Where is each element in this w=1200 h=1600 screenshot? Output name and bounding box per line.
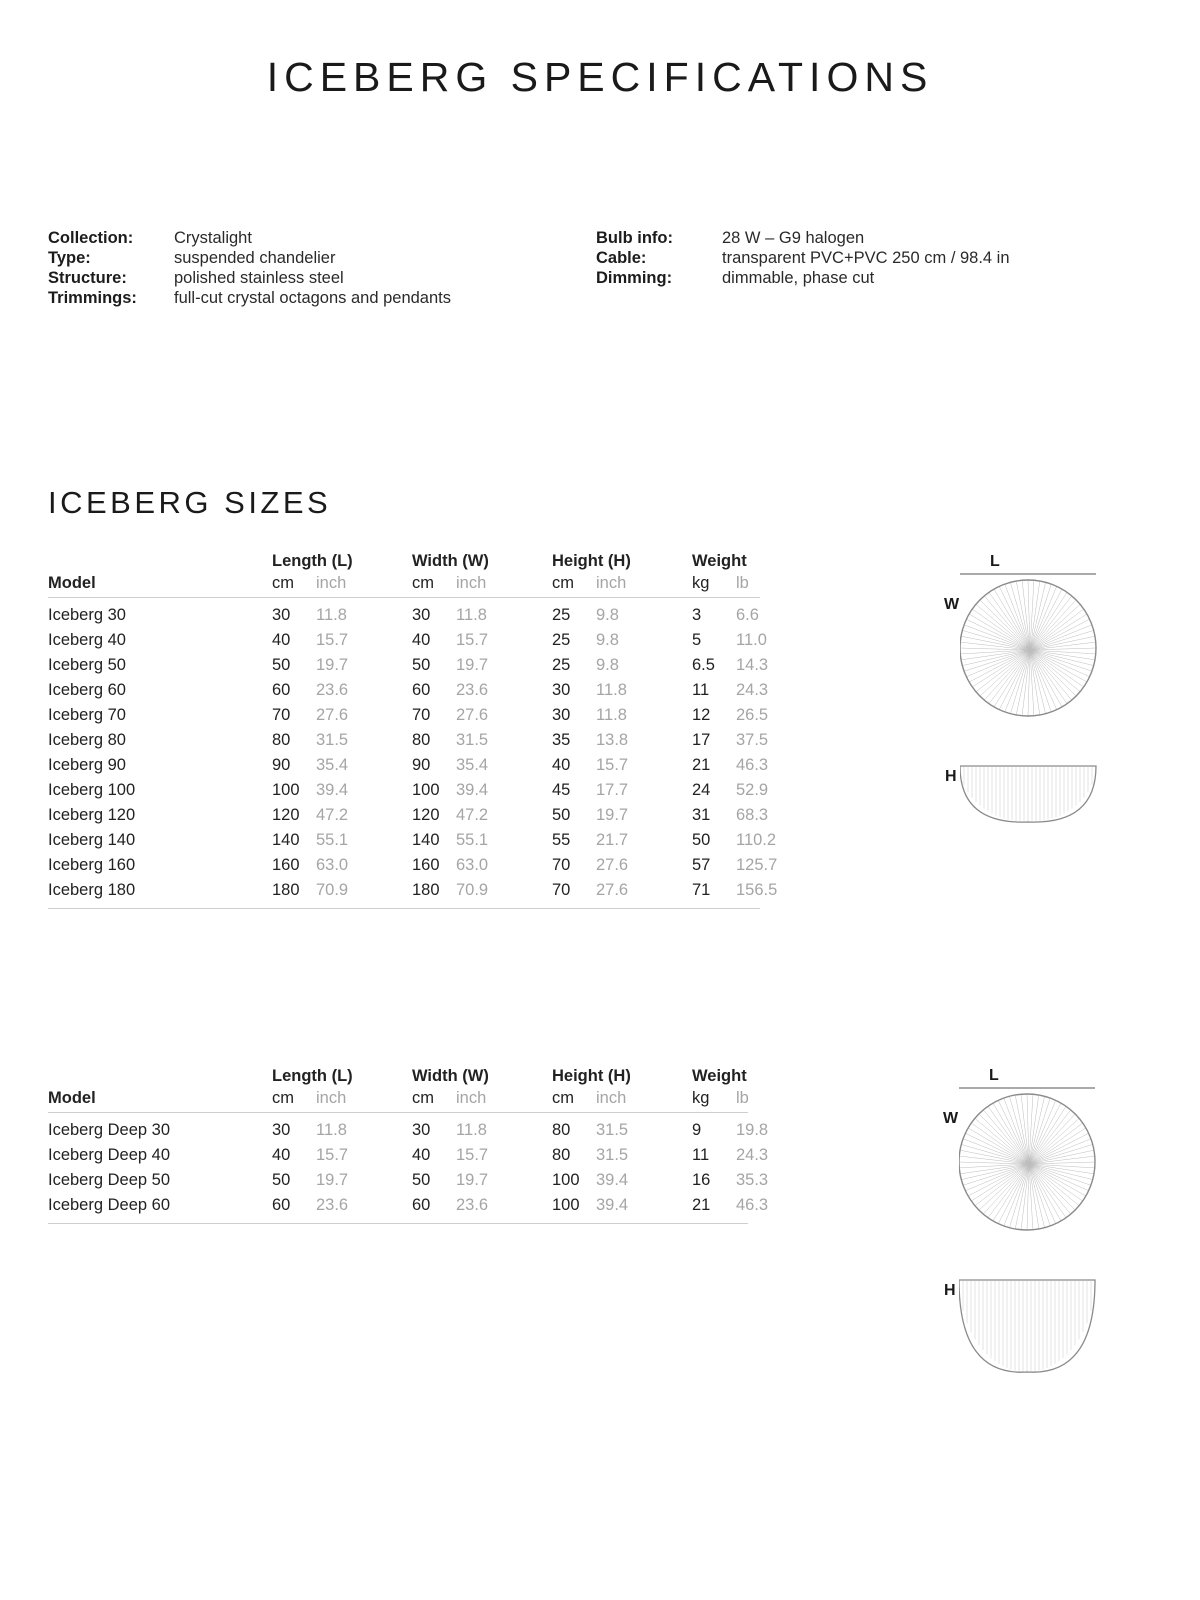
length-column-header: Length (L) xyxy=(272,1067,353,1085)
model-name-cell: Iceberg 140 xyxy=(48,831,136,849)
table-body xyxy=(48,598,778,909)
width-inch-cell: 23.6 xyxy=(456,681,489,699)
model-name-cell: Iceberg 50 xyxy=(48,656,126,674)
deep-side-view-drawing xyxy=(959,1278,1139,1386)
weight-column-header: Weight xyxy=(692,1067,747,1085)
width-cm-cell: 140 xyxy=(412,831,440,849)
table-row xyxy=(48,877,778,902)
weight-kg-cell: 31 xyxy=(692,806,711,824)
model-name-cell: Iceberg 100 xyxy=(48,781,136,799)
width-inch-cell: 63.0 xyxy=(456,856,489,874)
width-inch-cell: 39.4 xyxy=(456,781,489,799)
length-cm-cell: 60 xyxy=(272,681,291,699)
width-column-header: Width (W) xyxy=(412,552,489,570)
length-cm-cell: 40 xyxy=(272,631,291,649)
spec-label: Bulb info: xyxy=(596,229,673,247)
model-name-cell: Iceberg Deep 60 xyxy=(48,1196,171,1214)
length-inch-cell: 23.6 xyxy=(316,681,349,699)
spec-value: suspended chandelier xyxy=(174,249,336,267)
spec-value: transparent PVC+PVC 250 cm / 98.4 in xyxy=(722,249,1010,267)
width-cm-cell: 50 xyxy=(412,656,431,674)
table-row xyxy=(48,727,769,752)
diagram-width-label: W xyxy=(944,596,960,613)
table-row xyxy=(48,777,769,802)
weight-kg-cell: 6.5 xyxy=(692,656,715,674)
weight-lb-cell: 35.3 xyxy=(736,1171,769,1189)
width-inch-cell: 27.6 xyxy=(456,706,489,724)
weight-kg-cell: 57 xyxy=(692,856,711,874)
spec-value: 28 W – G9 halogen xyxy=(722,229,865,247)
height-cm-cell: 45 xyxy=(552,781,571,799)
height-unit-secondary: inch xyxy=(596,574,627,592)
length-inch-cell: 39.4 xyxy=(316,781,349,799)
height-inch-cell: 9.8 xyxy=(596,631,619,649)
width-cm-cell: 30 xyxy=(412,606,431,624)
spec-label: Cable: xyxy=(596,249,647,267)
weight-unit-primary: kg xyxy=(692,1089,710,1107)
weight-kg-cell: 12 xyxy=(692,706,711,724)
spec-label: Collection: xyxy=(48,229,134,247)
height-inch-cell: 21.7 xyxy=(596,831,629,849)
width-cm-cell: 100 xyxy=(412,781,440,799)
height-cm-cell: 30 xyxy=(552,706,571,724)
weight-kg-cell: 9 xyxy=(692,1121,702,1139)
height-inch-cell: 13.8 xyxy=(596,731,629,749)
height-inch-cell: 11.8 xyxy=(596,706,627,724)
width-inch-cell: 31.5 xyxy=(456,731,489,749)
width-cm-cell: 120 xyxy=(412,806,440,824)
height-inch-cell: 31.5 xyxy=(596,1121,629,1139)
height-inch-cell: 11.8 xyxy=(596,681,627,699)
width-inch-cell: 55.1 xyxy=(456,831,489,849)
width-cm-cell: 60 xyxy=(412,1196,431,1214)
width-cm-cell: 40 xyxy=(412,1146,431,1164)
weight-kg-cell: 21 xyxy=(692,756,711,774)
length-inch-cell: 15.7 xyxy=(316,631,349,649)
width-inch-cell: 11.8 xyxy=(456,1121,487,1139)
weight-lb-cell: 46.3 xyxy=(736,1196,769,1214)
height-inch-cell: 27.6 xyxy=(596,856,629,874)
length-inch-cell: 11.8 xyxy=(316,606,347,624)
height-cm-cell: 100 xyxy=(552,1196,580,1214)
weight-lb-cell: 14.3 xyxy=(736,656,769,674)
deep-diagram-width-label: W xyxy=(943,1110,959,1127)
table-row xyxy=(48,702,769,727)
weight-lb-cell: 46.3 xyxy=(736,756,769,774)
length-cm-cell: 50 xyxy=(272,1171,291,1189)
height-inch-cell: 27.6 xyxy=(596,881,629,899)
height-inch-cell: 19.7 xyxy=(596,806,629,824)
width-cm-cell: 70 xyxy=(412,706,431,724)
model-name-cell: Iceberg 80 xyxy=(48,731,126,749)
length-unit-primary: cm xyxy=(272,1089,294,1107)
height-cm-cell: 70 xyxy=(552,881,571,899)
weight-lb-cell: 156.5 xyxy=(736,881,778,899)
height-inch-cell: 15.7 xyxy=(596,756,629,774)
height-cm-cell: 25 xyxy=(552,631,571,649)
weight-kg-cell: 5 xyxy=(692,631,702,649)
table-header xyxy=(48,552,760,598)
weight-column-header: Weight xyxy=(692,552,747,570)
height-unit-secondary: inch xyxy=(596,1089,627,1107)
table-header xyxy=(48,1067,748,1113)
standard-top-view-drawing xyxy=(960,572,1140,732)
model-name-cell: Iceberg 180 xyxy=(48,881,136,899)
spec-value: dimmable, phase cut xyxy=(722,269,875,287)
spec-row xyxy=(596,228,1010,248)
model-name-cell: Iceberg Deep 50 xyxy=(48,1171,171,1189)
height-inch-cell: 39.4 xyxy=(596,1171,629,1189)
weight-kg-cell: 50 xyxy=(692,831,711,849)
spec-row xyxy=(596,248,1010,268)
length-cm-cell: 50 xyxy=(272,656,291,674)
width-cm-cell: 80 xyxy=(412,731,431,749)
height-unit-primary: cm xyxy=(552,574,574,592)
table-row xyxy=(48,602,760,627)
weight-lb-cell: 19.8 xyxy=(736,1121,769,1139)
length-inch-cell: 23.6 xyxy=(316,1196,349,1214)
height-inch-cell: 31.5 xyxy=(596,1146,629,1164)
spec-list-right xyxy=(596,228,1010,288)
weight-kg-cell: 11 xyxy=(692,681,710,699)
table-row xyxy=(48,652,769,677)
table-row xyxy=(48,852,778,877)
width-unit-secondary: inch xyxy=(456,1089,487,1107)
diagram-height-label: H xyxy=(945,768,957,785)
width-inch-cell: 15.7 xyxy=(456,631,489,649)
length-inch-cell: 35.4 xyxy=(316,756,349,774)
length-inch-cell: 55.1 xyxy=(316,831,349,849)
table-row xyxy=(48,1117,769,1142)
weight-kg-cell: 17 xyxy=(692,731,711,749)
diagram-length-label: L xyxy=(990,553,1000,570)
weight-lb-cell: 110.2 xyxy=(736,831,777,849)
spec-row xyxy=(596,268,1010,288)
weight-kg-cell: 3 xyxy=(692,606,702,624)
weight-kg-cell: 71 xyxy=(692,881,711,899)
sizes-table-deep xyxy=(48,1067,769,1224)
spec-value: polished stainless steel xyxy=(174,269,344,287)
table-row xyxy=(48,677,769,702)
weight-unit-secondary: lb xyxy=(736,574,749,592)
length-unit-primary: cm xyxy=(272,574,294,592)
length-inch-cell: 27.6 xyxy=(316,706,349,724)
weight-kg-cell: 16 xyxy=(692,1171,711,1189)
spec-row xyxy=(48,288,451,308)
width-cm-cell: 160 xyxy=(412,856,440,874)
width-unit-primary: cm xyxy=(412,574,434,592)
model-name-cell: Iceberg 70 xyxy=(48,706,126,724)
length-inch-cell: 19.7 xyxy=(316,656,349,674)
length-cm-cell: 40 xyxy=(272,1146,291,1164)
length-cm-cell: 70 xyxy=(272,706,291,724)
weight-lb-cell: 37.5 xyxy=(736,731,769,749)
length-inch-cell: 31.5 xyxy=(316,731,349,749)
length-cm-cell: 140 xyxy=(272,831,300,849)
height-cm-cell: 55 xyxy=(552,831,571,849)
length-cm-cell: 100 xyxy=(272,781,300,799)
weight-lb-cell: 52.9 xyxy=(736,781,769,799)
spec-label: Trimmings: xyxy=(48,289,137,307)
length-unit-secondary: inch xyxy=(316,1089,347,1107)
height-cm-cell: 80 xyxy=(552,1146,571,1164)
table-row xyxy=(48,752,769,777)
spec-row xyxy=(48,268,451,288)
weight-kg-cell: 24 xyxy=(692,781,711,799)
model-column-header: Model xyxy=(48,574,96,592)
model-column-header: Model xyxy=(48,1089,96,1107)
height-cm-cell: 25 xyxy=(552,656,571,674)
table-row xyxy=(48,802,769,827)
width-inch-cell: 15.7 xyxy=(456,1146,489,1164)
width-inch-cell: 23.6 xyxy=(456,1196,489,1214)
width-inch-cell: 19.7 xyxy=(456,1171,489,1189)
page-title: ICEBERG SPECIFICATIONS xyxy=(266,54,934,100)
width-inch-cell: 47.2 xyxy=(456,806,489,824)
weight-lb-cell: 125.7 xyxy=(736,856,778,874)
height-inch-cell: 39.4 xyxy=(596,1196,629,1214)
height-cm-cell: 25 xyxy=(552,606,571,624)
width-cm-cell: 60 xyxy=(412,681,431,699)
model-name-cell: Iceberg Deep 40 xyxy=(48,1146,171,1164)
height-unit-primary: cm xyxy=(552,1089,574,1107)
standard-side-view-drawing xyxy=(960,764,1140,834)
length-inch-cell: 70.9 xyxy=(316,881,349,899)
table-row xyxy=(48,627,767,652)
weight-lb-cell: 6.6 xyxy=(736,606,759,624)
length-column-header: Length (L) xyxy=(272,552,353,570)
deep-diagram-height-label: H xyxy=(944,1282,956,1299)
length-cm-cell: 30 xyxy=(272,606,291,624)
model-name-cell: Iceberg 160 xyxy=(48,856,136,874)
height-column-header: Height (H) xyxy=(552,1067,631,1085)
height-cm-cell: 40 xyxy=(552,756,571,774)
length-inch-cell: 47.2 xyxy=(316,806,349,824)
height-cm-cell: 30 xyxy=(552,681,571,699)
spec-label: Dimming: xyxy=(596,269,673,287)
width-cm-cell: 180 xyxy=(412,881,440,899)
length-cm-cell: 60 xyxy=(272,1196,291,1214)
model-name-cell: Iceberg Deep 30 xyxy=(48,1121,171,1139)
table-body xyxy=(48,1113,769,1224)
height-inch-cell: 17.7 xyxy=(596,781,629,799)
table-row xyxy=(48,827,777,852)
spec-value: Crystalight xyxy=(174,229,252,247)
spec-list-left xyxy=(48,228,451,308)
sizes-table-standard xyxy=(48,552,778,909)
deep-diagram-length-label: L xyxy=(989,1067,999,1084)
model-name-cell: Iceberg 60 xyxy=(48,681,126,699)
height-cm-cell: 35 xyxy=(552,731,571,749)
spec-row xyxy=(48,228,451,248)
weight-lb-cell: 24.3 xyxy=(736,681,769,699)
width-inch-cell: 70.9 xyxy=(456,881,489,899)
table-row xyxy=(48,1167,769,1192)
width-column-header: Width (W) xyxy=(412,1067,489,1085)
spec-value: full-cut crystal octagons and pendants xyxy=(174,289,451,307)
weight-lb-cell: 68.3 xyxy=(736,806,769,824)
width-cm-cell: 90 xyxy=(412,756,431,774)
height-cm-cell: 70 xyxy=(552,856,571,874)
length-cm-cell: 160 xyxy=(272,856,300,874)
height-inch-cell: 9.8 xyxy=(596,606,619,624)
width-unit-primary: cm xyxy=(412,1089,434,1107)
model-name-cell: Iceberg 90 xyxy=(48,756,126,774)
height-cm-cell: 50 xyxy=(552,806,571,824)
spec-row xyxy=(48,248,451,268)
model-name-cell: Iceberg 40 xyxy=(48,631,126,649)
width-unit-secondary: inch xyxy=(456,574,487,592)
length-unit-secondary: inch xyxy=(316,574,347,592)
length-cm-cell: 80 xyxy=(272,731,291,749)
length-inch-cell: 19.7 xyxy=(316,1171,349,1189)
weight-unit-secondary: lb xyxy=(736,1089,749,1107)
model-name-cell: Iceberg 30 xyxy=(48,606,126,624)
sizes-section-title: ICEBERG SIZES xyxy=(48,485,332,520)
length-cm-cell: 180 xyxy=(272,881,300,899)
weight-lb-cell: 26.5 xyxy=(736,706,769,724)
spec-label: Type: xyxy=(48,249,91,267)
width-cm-cell: 40 xyxy=(412,631,431,649)
length-inch-cell: 63.0 xyxy=(316,856,349,874)
spec-label: Structure: xyxy=(48,269,127,287)
height-column-header: Height (H) xyxy=(552,552,631,570)
width-inch-cell: 11.8 xyxy=(456,606,487,624)
length-cm-cell: 30 xyxy=(272,1121,291,1139)
length-inch-cell: 11.8 xyxy=(316,1121,347,1139)
width-inch-cell: 19.7 xyxy=(456,656,489,674)
model-name-cell: Iceberg 120 xyxy=(48,806,136,824)
height-cm-cell: 80 xyxy=(552,1121,571,1139)
weight-kg-cell: 11 xyxy=(692,1146,710,1164)
height-cm-cell: 100 xyxy=(552,1171,580,1189)
weight-lb-cell: 11.0 xyxy=(736,631,767,649)
height-inch-cell: 9.8 xyxy=(596,656,619,674)
width-cm-cell: 30 xyxy=(412,1121,431,1139)
deep-top-view-drawing xyxy=(959,1086,1139,1246)
width-cm-cell: 50 xyxy=(412,1171,431,1189)
table-row xyxy=(48,1192,769,1217)
weight-lb-cell: 24.3 xyxy=(736,1146,769,1164)
length-cm-cell: 90 xyxy=(272,756,291,774)
table-row xyxy=(48,1142,769,1167)
width-inch-cell: 35.4 xyxy=(456,756,489,774)
length-cm-cell: 120 xyxy=(272,806,300,824)
length-inch-cell: 15.7 xyxy=(316,1146,349,1164)
weight-kg-cell: 21 xyxy=(692,1196,711,1214)
weight-unit-primary: kg xyxy=(692,574,710,592)
